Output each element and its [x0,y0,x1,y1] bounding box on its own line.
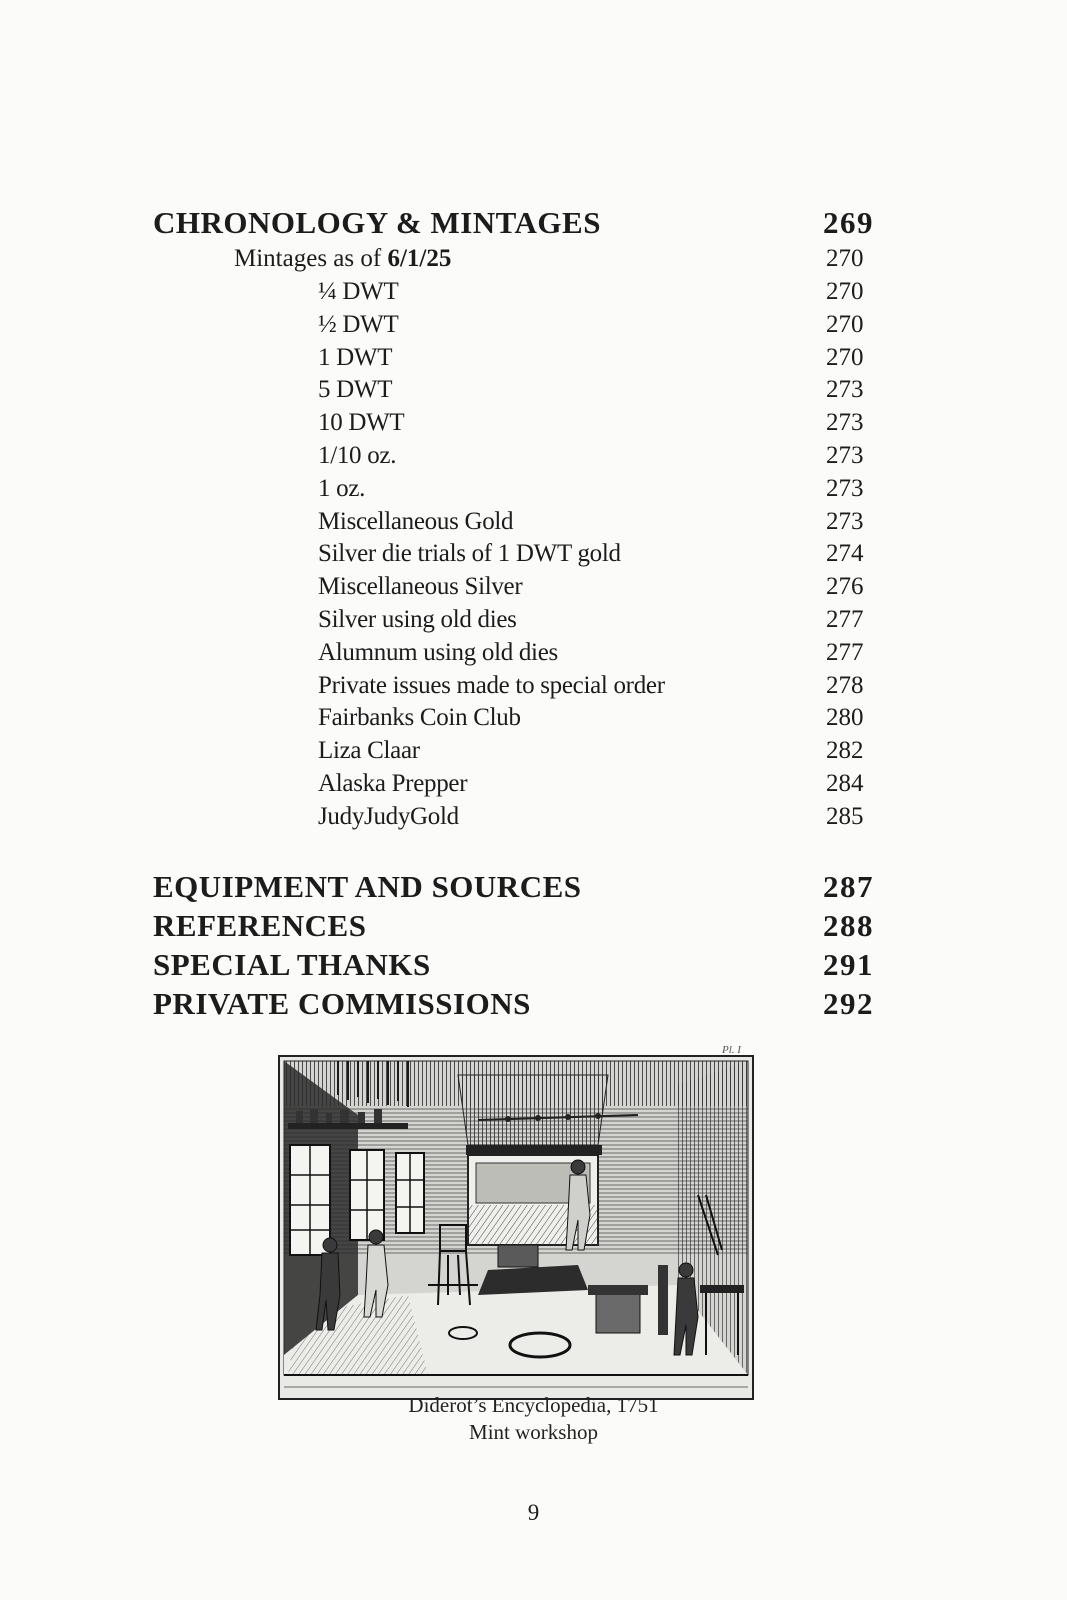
toc-entry-title: JudyJudyGold [318,802,459,830]
toc-entry-title: Alumnum using old dies [318,638,558,666]
toc-page-number: 270 [826,343,864,371]
toc-entry-title: ¼ DWT [318,278,399,305]
toc-entry-title: 1/10 oz. [318,442,397,469]
toc-entry-title: Silver using old dies [318,606,517,633]
toc-page-number: 270 [826,278,864,305]
toc-entry-title: Alaska Prepper [318,770,468,797]
toc-section-title: PRIVATE COMMISSIONS [153,986,531,1021]
plate-mark: Pl. I [722,1044,741,1056]
toc-entry-title: 1 DWT [318,343,393,371]
illustration-caption-line1: Diderot’s Encyclopedia, 1751 [408,1393,659,1417]
toc-page-number: 276 [826,573,864,601]
toc-section-title: SPECIAL THANKS [153,947,431,982]
toc-page-number: 273 [826,442,864,469]
toc-page-number: 282 [826,737,864,765]
page-number: 9 [527,1500,540,1525]
toc-page-number: 284 [826,770,864,797]
toc-entry-title: Miscellaneous Gold [318,507,514,535]
mintages-date: 6/1/25 [387,245,452,272]
toc-page-number: 270 [826,310,864,338]
toc-entry-title: Liza Claar [318,737,420,765]
mintages-prefix: Mintages as of [234,245,388,272]
toc-entry-title: Silver die trials of 1 DWT gold [318,540,621,568]
toc-section-title: EQUIPMENT AND SOURCES [153,869,582,904]
toc-page-number: 273 [826,409,864,437]
toc-page-number: 292 [823,986,874,1021]
toc-entry-title: 10 DWT [318,409,405,437]
toc-entry-title: Private issues made to special order [318,671,665,699]
toc-section-title: REFERENCES [153,908,367,943]
toc-page-number: 273 [826,507,864,535]
toc-page-number: 273 [826,376,864,404]
toc-page-number: 277 [826,638,864,666]
toc-subsection-title [234,245,451,273]
toc-page-number: 287 [823,869,874,904]
toc-page-number: 273 [826,474,864,502]
toc-entry-title: 1 oz. [318,474,366,502]
toc-entry-title: 5 DWT [318,376,393,404]
toc-entry-title: Fairbanks Coin Club [318,704,521,732]
toc-page-number: 288 [823,908,874,943]
toc-section-title: CHRONOLOGY & MINTAGES [153,205,601,240]
toc-page-number: 277 [826,606,864,633]
toc-page-number: 269 [823,205,874,240]
toc-page-number: 285 [826,802,864,830]
toc-entry-title: Miscellaneous Silver [318,573,523,601]
mint-workshop-engraving [278,1055,754,1400]
illustration-caption-line2: Mint workshop [469,1420,598,1444]
toc-page-number: 280 [826,704,864,732]
toc-page-number: 270 [826,245,864,272]
toc-page-number: 278 [826,671,864,699]
toc-page-number: 291 [823,947,874,982]
toc-page-number: 274 [826,540,864,568]
toc-entry-title: ½ DWT [318,310,399,338]
